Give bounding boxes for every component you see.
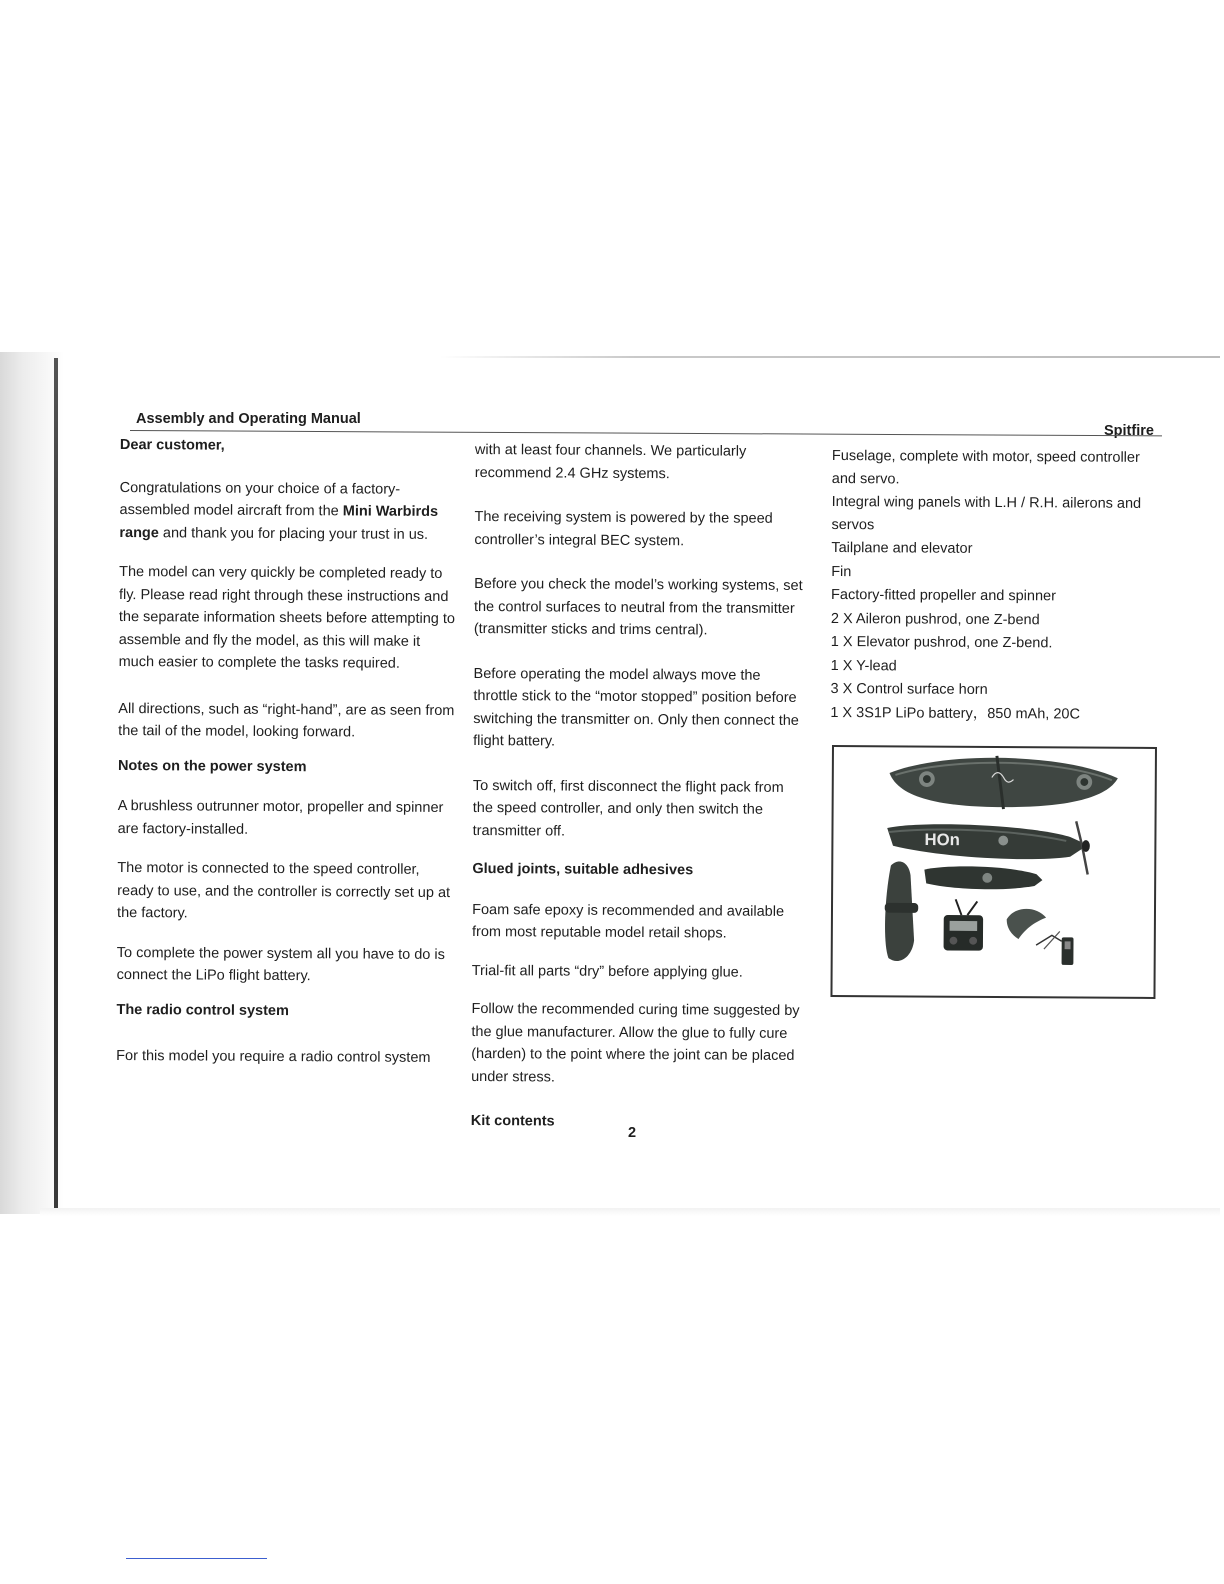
- bec-paragraph: The receiving system is powered by the speed controller’s integral BEC system.: [474, 508, 773, 549]
- switch-off-paragraph: To switch off, first disconnect the flight pack from the speed controller, and only then switch the transmitter off.: [472, 777, 784, 840]
- kit-contents-photo: [830, 745, 1157, 999]
- kit-item: 2 X Aileron pushrod, one Z-bend: [830, 610, 1040, 628]
- channels-paragraph: with at least four channels. We particularly recommend 2.4 GHz systems.: [474, 441, 747, 482]
- epoxy-paragraph: Foam safe epoxy is recommended and available from most reputable model retail shops.: [471, 901, 785, 942]
- canopy-illustration: [1007, 909, 1047, 940]
- column-2: [471, 439, 807, 1149]
- fuselage-illustration: [887, 820, 1090, 874]
- tailplane-illustration: [884, 861, 918, 961]
- power-system-heading: Notes on the power system: [117, 757, 307, 775]
- intro-text-b: and thank you for placing your trust in us.: [158, 524, 429, 543]
- completion-paragraph: The model can very quickly be completed ready to fly. Please read right through these instructions and the separate information sheets before attempting to assemble and fly the model, as this will make it much easier to complete the tasks required.: [118, 563, 456, 672]
- page-spine: [54, 358, 58, 1208]
- kit-contents-illustration: [832, 747, 1155, 997]
- kit-item: Fin: [831, 563, 852, 580]
- page-number: 2: [628, 1125, 637, 1141]
- fuselage-marking: HOn: [924, 829, 960, 850]
- cowl-illustration: [924, 866, 1042, 889]
- motor-paragraph: A brushless outrunner motor, propeller and spinner are factory-installed.: [117, 797, 444, 838]
- kit-item: 1 X Elevator pushrod, one Z-bend.: [830, 633, 1053, 652]
- kit-item: Fuselage, complete with motor, speed controller and servo.: [831, 447, 1140, 487]
- column-1: [116, 434, 458, 1087]
- kit-item: 1 X Y-lead: [830, 657, 897, 674]
- header-model-name: Spitfire: [1104, 423, 1154, 439]
- curing-paragraph: Follow the recommended curing time suggested by the glue manufacturer. Allow the glue to fully cure (harden) to the point where the joint can be placed under stress.: [471, 1000, 800, 1085]
- neutral-paragraph: Before you check the model’s working systems, set the control surfaces to neutral from the transmitter (transmitter sticks and trims central).: [473, 575, 803, 639]
- transmitter-illustration: [944, 899, 984, 950]
- intro-range-name: Mini Warbirds range: [119, 503, 439, 541]
- controller-paragraph: The motor is connected to the speed controller, ready to use, and the controller is correctly set up at the factory.: [117, 859, 451, 922]
- kit-item: Factory-fitted propeller and spinner: [831, 586, 1057, 605]
- kit-item: Integral wing panels with L.H / R.H. ailerons and servos: [831, 493, 1142, 533]
- throttle-paragraph: Before operating the model always move the throttle stick to the “motor stopped” position before switching the transmitter on. Only then connect the flight battery.: [473, 665, 799, 750]
- kit-item: Tailplane and elevator: [831, 539, 973, 557]
- kit-contents-heading: Kit contents: [470, 1112, 555, 1130]
- header-manual-title: Assembly and Operating Manual: [136, 411, 361, 427]
- page-top-edge: [440, 356, 1220, 358]
- trial-fit-paragraph: Trial-fit all parts “dry” before applying glue.: [471, 962, 743, 981]
- column-3: [830, 445, 1152, 726]
- intro-text-a: Congratulations on your choice of a factory-assembled model aircraft from the: [119, 479, 401, 520]
- battery-paragraph: To complete the power system all you have to do is connect the LiPo flight battery.: [116, 944, 445, 985]
- radio-system-heading: The radio control system: [116, 1001, 289, 1019]
- battery-illustration: [1036, 931, 1074, 965]
- intro-paragraph: [119, 476, 457, 546]
- wing-illustration: [889, 755, 1118, 810]
- kit-item: 3 X Control surface horn: [830, 680, 988, 698]
- kit-item: 1 X 3S1P LiPo battery，850 mAh, 20C: [830, 704, 1081, 723]
- greeting-heading: Dear customer,: [119, 436, 225, 454]
- hyperlink-underline: [126, 1558, 267, 1559]
- radio-paragraph: For this model you require a radio control system: [116, 1047, 431, 1066]
- page-bottom-edge: [40, 1208, 1220, 1216]
- directions-paragraph: All directions, such as “right-hand”, are as seen from the tail of the model, looking forward.: [118, 700, 455, 741]
- glue-heading: Glued joints, suitable adhesives: [472, 860, 694, 879]
